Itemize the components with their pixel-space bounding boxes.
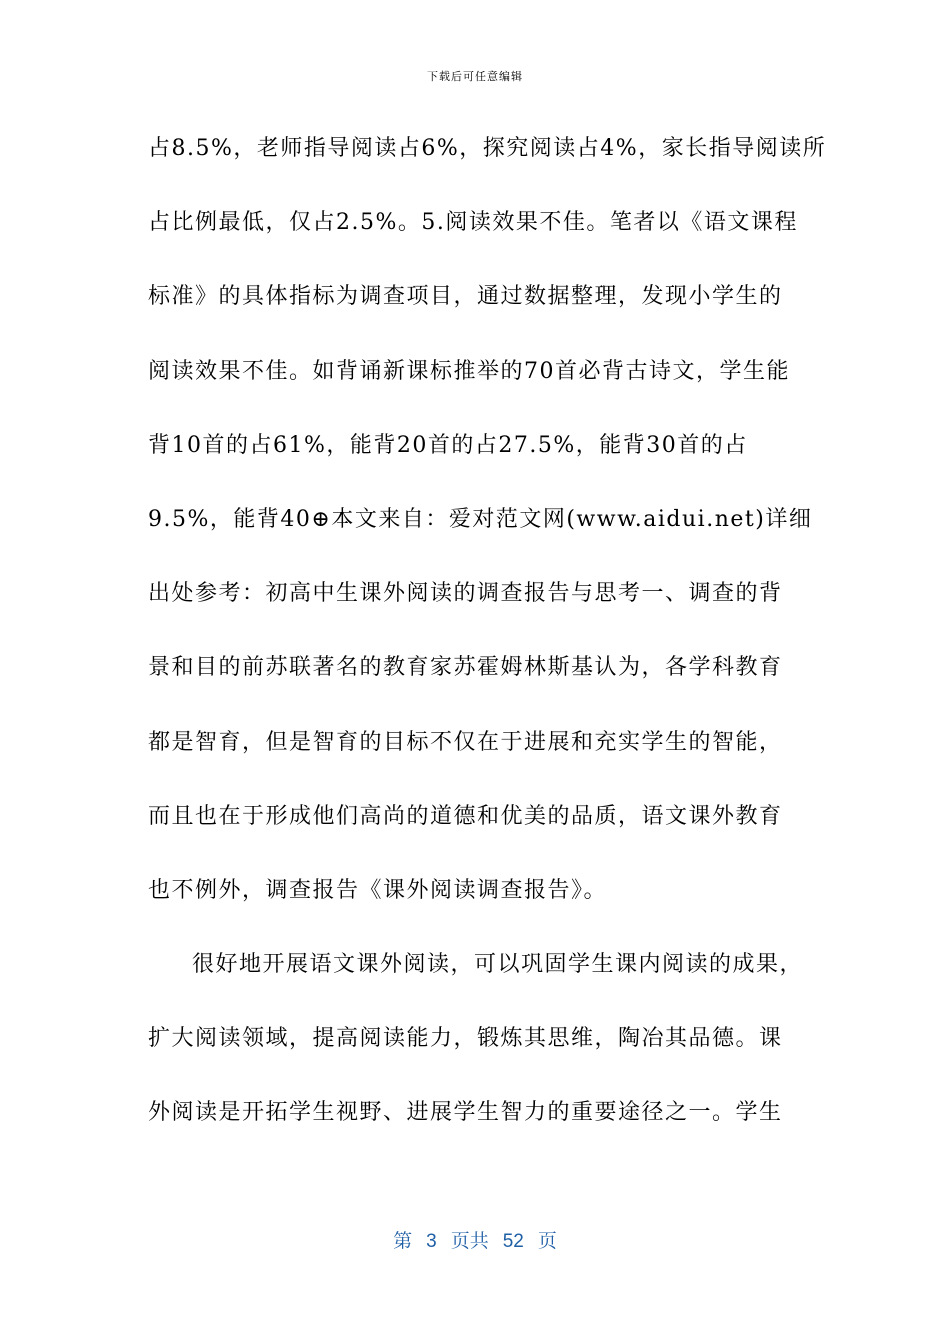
text-line: 占比例最低，仅占2.5%。5.阅读效果不佳。笔者以《语文课程 (148, 210, 798, 236)
text-line: 出处参考：初高中生课外阅读的调查报告与思考一、调查的背 (148, 581, 783, 607)
text-line: 景和目的前苏联著名的教育家苏霍姆林斯基认为，各学科教育 (148, 655, 783, 681)
text-line: 也不例外，调查报告《课外阅读调查报告》。 (148, 877, 608, 903)
header-note: 下载后可任意编辑 (427, 70, 523, 83)
text-line: 外阅读是开拓学生视野、进展学生智力的重要途径之一。学生 (148, 1100, 783, 1126)
paragraph-first-line: 很好地开展语文课外阅读，可以巩固学生课内阅读的成果， (192, 952, 804, 978)
document-body (148, 112, 827, 1151)
text-line: 而且也在于形成他们高尚的道德和优美的品质，语文课外教育 (148, 803, 783, 829)
text-line: 背10首的占61%，能背20首的占27.5%，能背30首的占 (148, 432, 748, 458)
footer-di: 第 (393, 1231, 413, 1252)
text-line: 阅读效果不佳。如背诵新课标推举的70首必背古诗文，学生能 (148, 358, 790, 384)
text-line: 占8.5%，老师指导阅读占6%，探究阅读占4%，家长指导阅读所 (148, 136, 827, 161)
footer-current-page: 3 (426, 1231, 437, 1252)
text-line: 都是智育，但是智育的目标不仅在于进展和充实学生的智能， (148, 729, 783, 755)
text-line: 扩大阅读领域，提高阅读能力，锻炼其思维，陶冶其品德。课 (148, 1026, 783, 1052)
footer-ye-gong: 页共 (450, 1231, 489, 1252)
text-line: 标准》的具体指标为调查项目，通过数据整理，发现小学生的 (148, 284, 783, 310)
footer-ye: 页 (537, 1231, 557, 1252)
text-line: 9.5%，能背40⊕本文来自：爱对范文网(www.aidui.net)详细 (148, 506, 813, 532)
footer-total-pages: 52 (502, 1231, 524, 1252)
page-footer (0, 1226, 950, 1253)
